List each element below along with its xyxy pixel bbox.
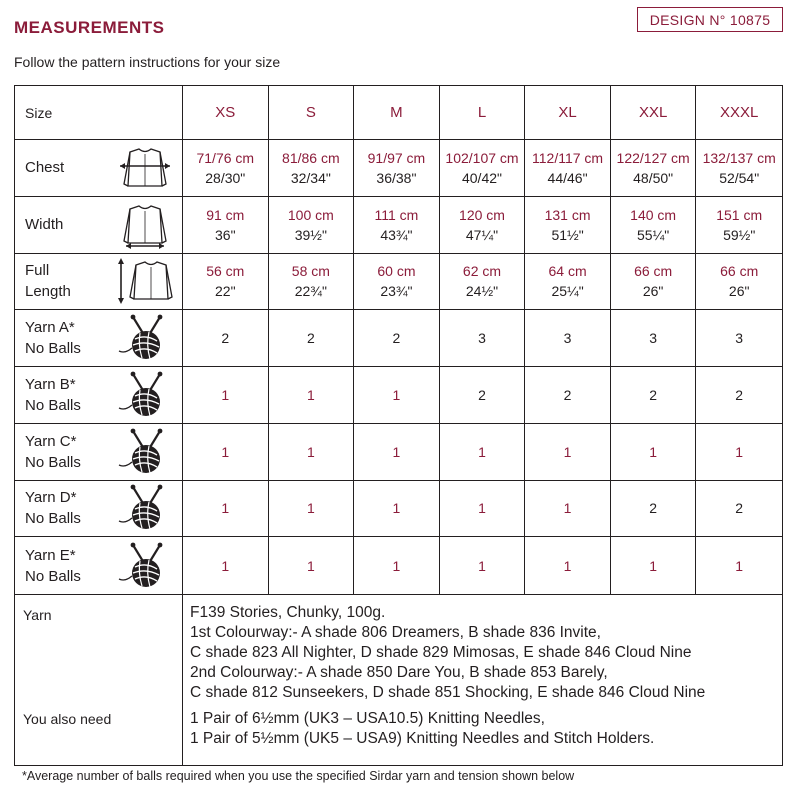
yarn-name: Yarn E*: [25, 546, 76, 564]
row-label-text: [25, 260, 71, 302]
also-need-description: [190, 709, 654, 749]
ball-count: 2: [525, 367, 611, 424]
imperial-value: 23¾": [380, 283, 413, 300]
imperial-value: 39½": [294, 226, 327, 243]
imperial-value: 36/38": [376, 169, 417, 186]
size-l: L: [440, 86, 526, 140]
yarn-row-label-text: [25, 545, 81, 587]
metric-value: 111 cm: [374, 206, 419, 223]
measurement-cell: [269, 254, 355, 311]
length-garment-icon: [116, 257, 174, 305]
yarn-row-label: [15, 481, 183, 538]
metric-value: 140 cm: [630, 206, 677, 223]
yarn-row-label: [15, 310, 183, 367]
ball-count: 3: [611, 310, 697, 367]
imperial-value: 40/42": [461, 169, 502, 186]
divider: [182, 595, 183, 765]
metric-value: 91/97 cm: [367, 149, 426, 166]
ball-count: 3: [696, 310, 782, 367]
imperial-value: 55¼": [637, 226, 670, 243]
metric-value: 132/137 cm: [702, 149, 776, 166]
ball-count: 2: [611, 481, 697, 538]
also-need-label: You also need: [23, 711, 112, 727]
ball-count: 1: [440, 537, 526, 594]
measurement-cell: [525, 197, 611, 254]
ball-count: 3: [440, 310, 526, 367]
metric-value: 71/76 cm: [196, 149, 255, 166]
measurement-cell: [354, 197, 440, 254]
ball-count: 2: [440, 367, 526, 424]
yarn-row-label: [15, 367, 183, 424]
ball-count: 1: [354, 481, 440, 538]
metric-value: 81/86 cm: [282, 149, 340, 166]
size-xxl: XXL: [611, 86, 697, 140]
size-header: Size: [15, 86, 183, 140]
metric-value: 56 cm: [206, 263, 245, 280]
measurement-cell: [525, 140, 611, 197]
imperial-value: 26": [642, 283, 664, 300]
yarn-name: Yarn A*: [25, 319, 75, 337]
metric-value: 62 cm: [462, 263, 502, 280]
imperial-value: 44/46": [547, 169, 588, 186]
yarn-row-label-text: [25, 317, 81, 359]
metric-value: 100 cm: [287, 206, 334, 223]
yarn-row-label: [15, 424, 183, 481]
metric-value: 58 cm: [291, 263, 330, 280]
size-s: S: [269, 86, 355, 140]
imperial-value: 26": [728, 283, 750, 300]
ball-count: 1: [183, 537, 269, 594]
measurement-cell: [183, 140, 269, 197]
measurement-cell: [611, 254, 697, 311]
row-label-full-length: [15, 254, 183, 311]
measurement-cell: [440, 254, 526, 311]
balls-label: No Balls: [25, 396, 81, 414]
measurement-cell: [354, 140, 440, 197]
imperial-value: 24½": [465, 283, 499, 300]
yarn-row-label-text: [25, 487, 81, 529]
measurement-cell: [696, 197, 782, 254]
row-label-chest: [15, 140, 183, 197]
ball-count: 1: [354, 537, 440, 594]
size-xs: XS: [183, 86, 269, 140]
measurement-cell: [696, 140, 782, 197]
ball-count: 1: [735, 557, 744, 574]
imperial-value: 25¼": [551, 283, 584, 300]
ball-count: 1: [440, 424, 526, 481]
measurement-cell: [183, 197, 269, 254]
yarn-line: 2nd Colourway:- A shade 850 Dare You, B shade 853 Barely,: [190, 664, 608, 681]
row-label-text: Width: [25, 216, 64, 234]
ball-count: 1: [611, 537, 697, 594]
ball-count: 1: [354, 367, 440, 424]
yarn-row-label: [15, 537, 183, 594]
ball-count: 1: [269, 367, 355, 424]
metric-value: 64 cm: [548, 263, 587, 280]
imperial-value: 59½": [723, 226, 756, 243]
metric-value: 66 cm: [720, 263, 759, 280]
row-label-text: Chest: [25, 159, 65, 177]
balls-label: No Balls: [25, 510, 81, 528]
yarn-line: 1st Colourway:- A shade 806 Dreamers, B shade 836 Invite,: [190, 624, 601, 641]
balls-label: No Balls: [25, 340, 81, 358]
design-number-badge: DESIGN N° 10875: [637, 7, 783, 32]
metric-value: 66 cm: [634, 263, 673, 280]
yarn-name: Yarn C*: [25, 432, 77, 450]
imperial-value: 22¾": [294, 283, 327, 300]
ball-count: 2: [269, 310, 355, 367]
ball-count: 1: [269, 424, 355, 481]
imperial-value: 32/34": [290, 169, 331, 186]
row-label-line: Length: [25, 283, 71, 301]
yarn-line: C shade 812 Sunseekers, D shade 851 Shocking, E shade 846 Cloud Nine: [190, 684, 706, 701]
metric-value: 112/117 cm: [532, 149, 604, 166]
subtitle: Follow the pattern instructions for your size: [14, 54, 281, 70]
ball-count: 1: [525, 481, 611, 538]
measurement-cell: [611, 197, 697, 254]
size-xxxl: XXXL: [696, 86, 782, 140]
metric-value: 131 cm: [544, 206, 591, 223]
measurement-cell: [269, 140, 355, 197]
measurement-cell: [440, 197, 526, 254]
imperial-value: 28/30": [205, 169, 246, 186]
yarn-ball-icon: [116, 371, 174, 419]
yarn-line: C shade 823 All Nighter, D shade 829 Mimosas, E shade 846 Cloud Nine: [190, 644, 692, 661]
ball-count: 1: [525, 537, 611, 594]
ball-count: 3: [525, 310, 611, 367]
yarn-description: [190, 603, 705, 703]
yarn-line: F139 Stories, Chunky, 100g.: [190, 604, 386, 621]
ball-count: 2: [183, 310, 269, 367]
yarn-ball-icon: [116, 314, 174, 362]
ball-count: 1: [611, 424, 697, 481]
imperial-value: 47¼": [465, 226, 499, 243]
needle-line: 1 Pair of 5½mm (UK5 – USA9) Knitting Needles and Stitch Holders.: [190, 730, 655, 747]
chest-garment-icon: [116, 144, 174, 192]
measurement-cell: [183, 254, 269, 311]
yarn-ball-icon: [116, 428, 174, 476]
ball-count: 1: [183, 481, 269, 538]
yarn-ball-icon: [116, 484, 174, 532]
metric-value: 91 cm: [206, 206, 245, 223]
metric-value: 102/107 cm: [445, 149, 519, 166]
imperial-value: 43¾": [380, 226, 413, 243]
imperial-value: 51½": [551, 226, 584, 243]
measurement-cell: [611, 140, 697, 197]
ball-count: 2: [354, 310, 440, 367]
yarn-label: Yarn: [23, 607, 52, 623]
imperial-value: 52/54": [719, 169, 760, 186]
yarn-name: Yarn B*: [25, 375, 76, 393]
yarn-name: Yarn D*: [25, 489, 77, 507]
ball-count: 1: [696, 424, 782, 481]
imperial-value: 36": [215, 226, 236, 243]
ball-count: 2: [696, 367, 782, 424]
measurement-cell: [696, 254, 782, 311]
metric-value: 122/127 cm: [616, 149, 690, 166]
ball-count: 2: [611, 367, 697, 424]
measurement-cell: [354, 254, 440, 311]
metric-value: 120 cm: [459, 206, 505, 223]
imperial-value: 48/50": [633, 169, 674, 186]
ball-count: 1: [183, 367, 269, 424]
metric-value: 151 cm: [716, 206, 763, 223]
yarn-ball-icon: [116, 542, 174, 590]
yarn-details-section: [14, 595, 783, 766]
needle-line: 1 Pair of 6½mm (UK3 – USA10.5) Knitting Needles,: [190, 710, 545, 727]
metric-value: 60 cm: [377, 263, 416, 280]
footnote: *Average number of balls required when you use the specified Sirdar yarn and tension shown below: [22, 769, 575, 783]
ball-count: 1: [269, 481, 355, 538]
imperial-value: 22": [215, 283, 236, 300]
size-m: M: [354, 86, 440, 140]
ball-count: 1: [183, 424, 269, 481]
balls-label: No Balls: [25, 567, 81, 585]
width-garment-icon: [116, 201, 174, 249]
ball-count: 1: [354, 424, 440, 481]
page-title: MEASUREMENTS: [14, 18, 165, 37]
size-xl: XL: [525, 86, 611, 140]
ball-count: 1: [440, 481, 526, 538]
measurement-cell: [440, 140, 526, 197]
row-label-width: [15, 197, 183, 254]
yarn-row-label-text: [25, 374, 81, 416]
ball-count: 1: [525, 424, 611, 481]
ball-count: 2: [696, 481, 782, 538]
yarn-row-label-text: [25, 431, 81, 473]
measurement-cell: [269, 197, 355, 254]
measurements-table: [14, 85, 783, 595]
balls-label: No Balls: [25, 453, 81, 471]
row-label-line: Full: [25, 262, 50, 280]
measurement-cell: [525, 254, 611, 311]
ball-count: 1: [269, 537, 355, 594]
